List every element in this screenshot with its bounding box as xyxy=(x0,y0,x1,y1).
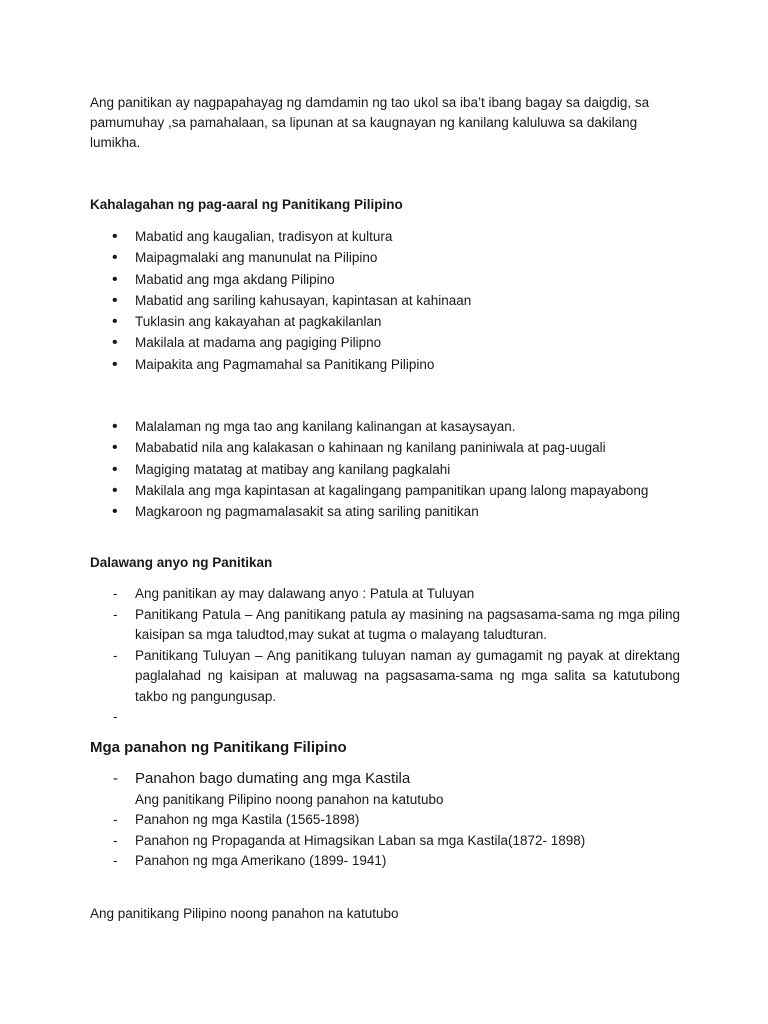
list-item: • Makilala at madama ang pagiging Pilipno xyxy=(90,332,680,353)
list-item: • Mabatid ang mga akdang Pilipino xyxy=(90,269,680,290)
list-item: - Panitikang Patula – Ang panitikang patula ay masining na pagsasama-sama ng mga piling kaisipan sa mga taludtod,may sukat at tugma o malayang taludturan. xyxy=(90,605,680,646)
list-item: • Mabatid ang sariling kahusayan, kapintasan at kahinaan xyxy=(90,290,680,311)
list-item: - Ang panitikan ay may dalawang anyo : Patula at Tuluyan xyxy=(90,584,680,605)
list-item: - Panitikang Tuluyan – Ang panitikang tuluyan naman ay gumagamit ng payak at direktang paglalahad ng kaisipan at maluwag na pagsasama-sama ng mga salita sa katutubong takbo ng pangungusap. xyxy=(90,646,680,708)
closing-line: Ang panitikang Pilipino noong panahon na katutubo xyxy=(90,906,399,921)
list-item: - Panahon bago dumating ang mga Kastila xyxy=(90,769,680,790)
bullet-list-2 xyxy=(90,416,680,522)
list-item: - Panahon ng Propaganda at Himagsikan Laban sa mga Kastila(1872- 1898) xyxy=(90,831,680,852)
section-heading-anyo: Dalawang anyo ng Panitikan xyxy=(90,555,273,570)
list-item: • Mabatid ang kaugalian, tradisyon at kultura xyxy=(90,226,680,247)
list-item: • Makilala ang mga kapintasan at kagalingang pampanitikan upang lalong mapayabong xyxy=(90,480,680,501)
list-item: • Maipakita ang Pagmamahal sa Panitikang Pilipino xyxy=(90,354,680,375)
dash-list-panahon xyxy=(90,769,680,872)
intro-paragraph: Ang panitikan ay nagpapahayag ng damdamin ng tao ukol sa iba’t ibang bagay sa daigdig, sa pamumuhay ,sa pamahalaan, sa lipunan at sa kaugnayan ng kanilang kaluluwa sa dakilang lumikha. xyxy=(90,95,650,150)
list-item xyxy=(90,707,680,727)
dash-list-anyo xyxy=(90,584,680,727)
list-item: • Malalaman ng mga tao ang kanilang kalinangan at kasaysayan. xyxy=(90,416,680,437)
section-heading-panahon: Mga panahon ng Panitikang Filipino xyxy=(90,739,347,756)
list-item: • Magkaroon ng pagmamalasakit sa ating sariling panitikan xyxy=(90,501,680,522)
list-item: - Panahon ng mga Amerikano (1899- 1941) xyxy=(90,851,680,872)
list-item: • Magiging matatag at matibay ang kanilang pagkalahi xyxy=(90,459,680,480)
list-item: - Panahon ng mga Kastila (1565-1898) xyxy=(90,810,680,831)
list-item-sub: Ang panitikang Pilipino noong panahon na katutubo xyxy=(135,791,444,807)
list-item: • Mababatid nila ang kalakasan o kahinaan ng kanilang paniniwala at pag-uugali xyxy=(90,437,680,458)
bullet-list-1 xyxy=(90,226,680,375)
section-heading-kahalagahan: Kahalagahan ng pag-aaral ng Panitikang Pilipino xyxy=(90,197,403,212)
list-item: • Tuklasin ang kakayahan at pagkakilanlan xyxy=(90,311,680,332)
list-item: • Maipagmalaki ang manunulat na Pilipino xyxy=(90,247,680,268)
